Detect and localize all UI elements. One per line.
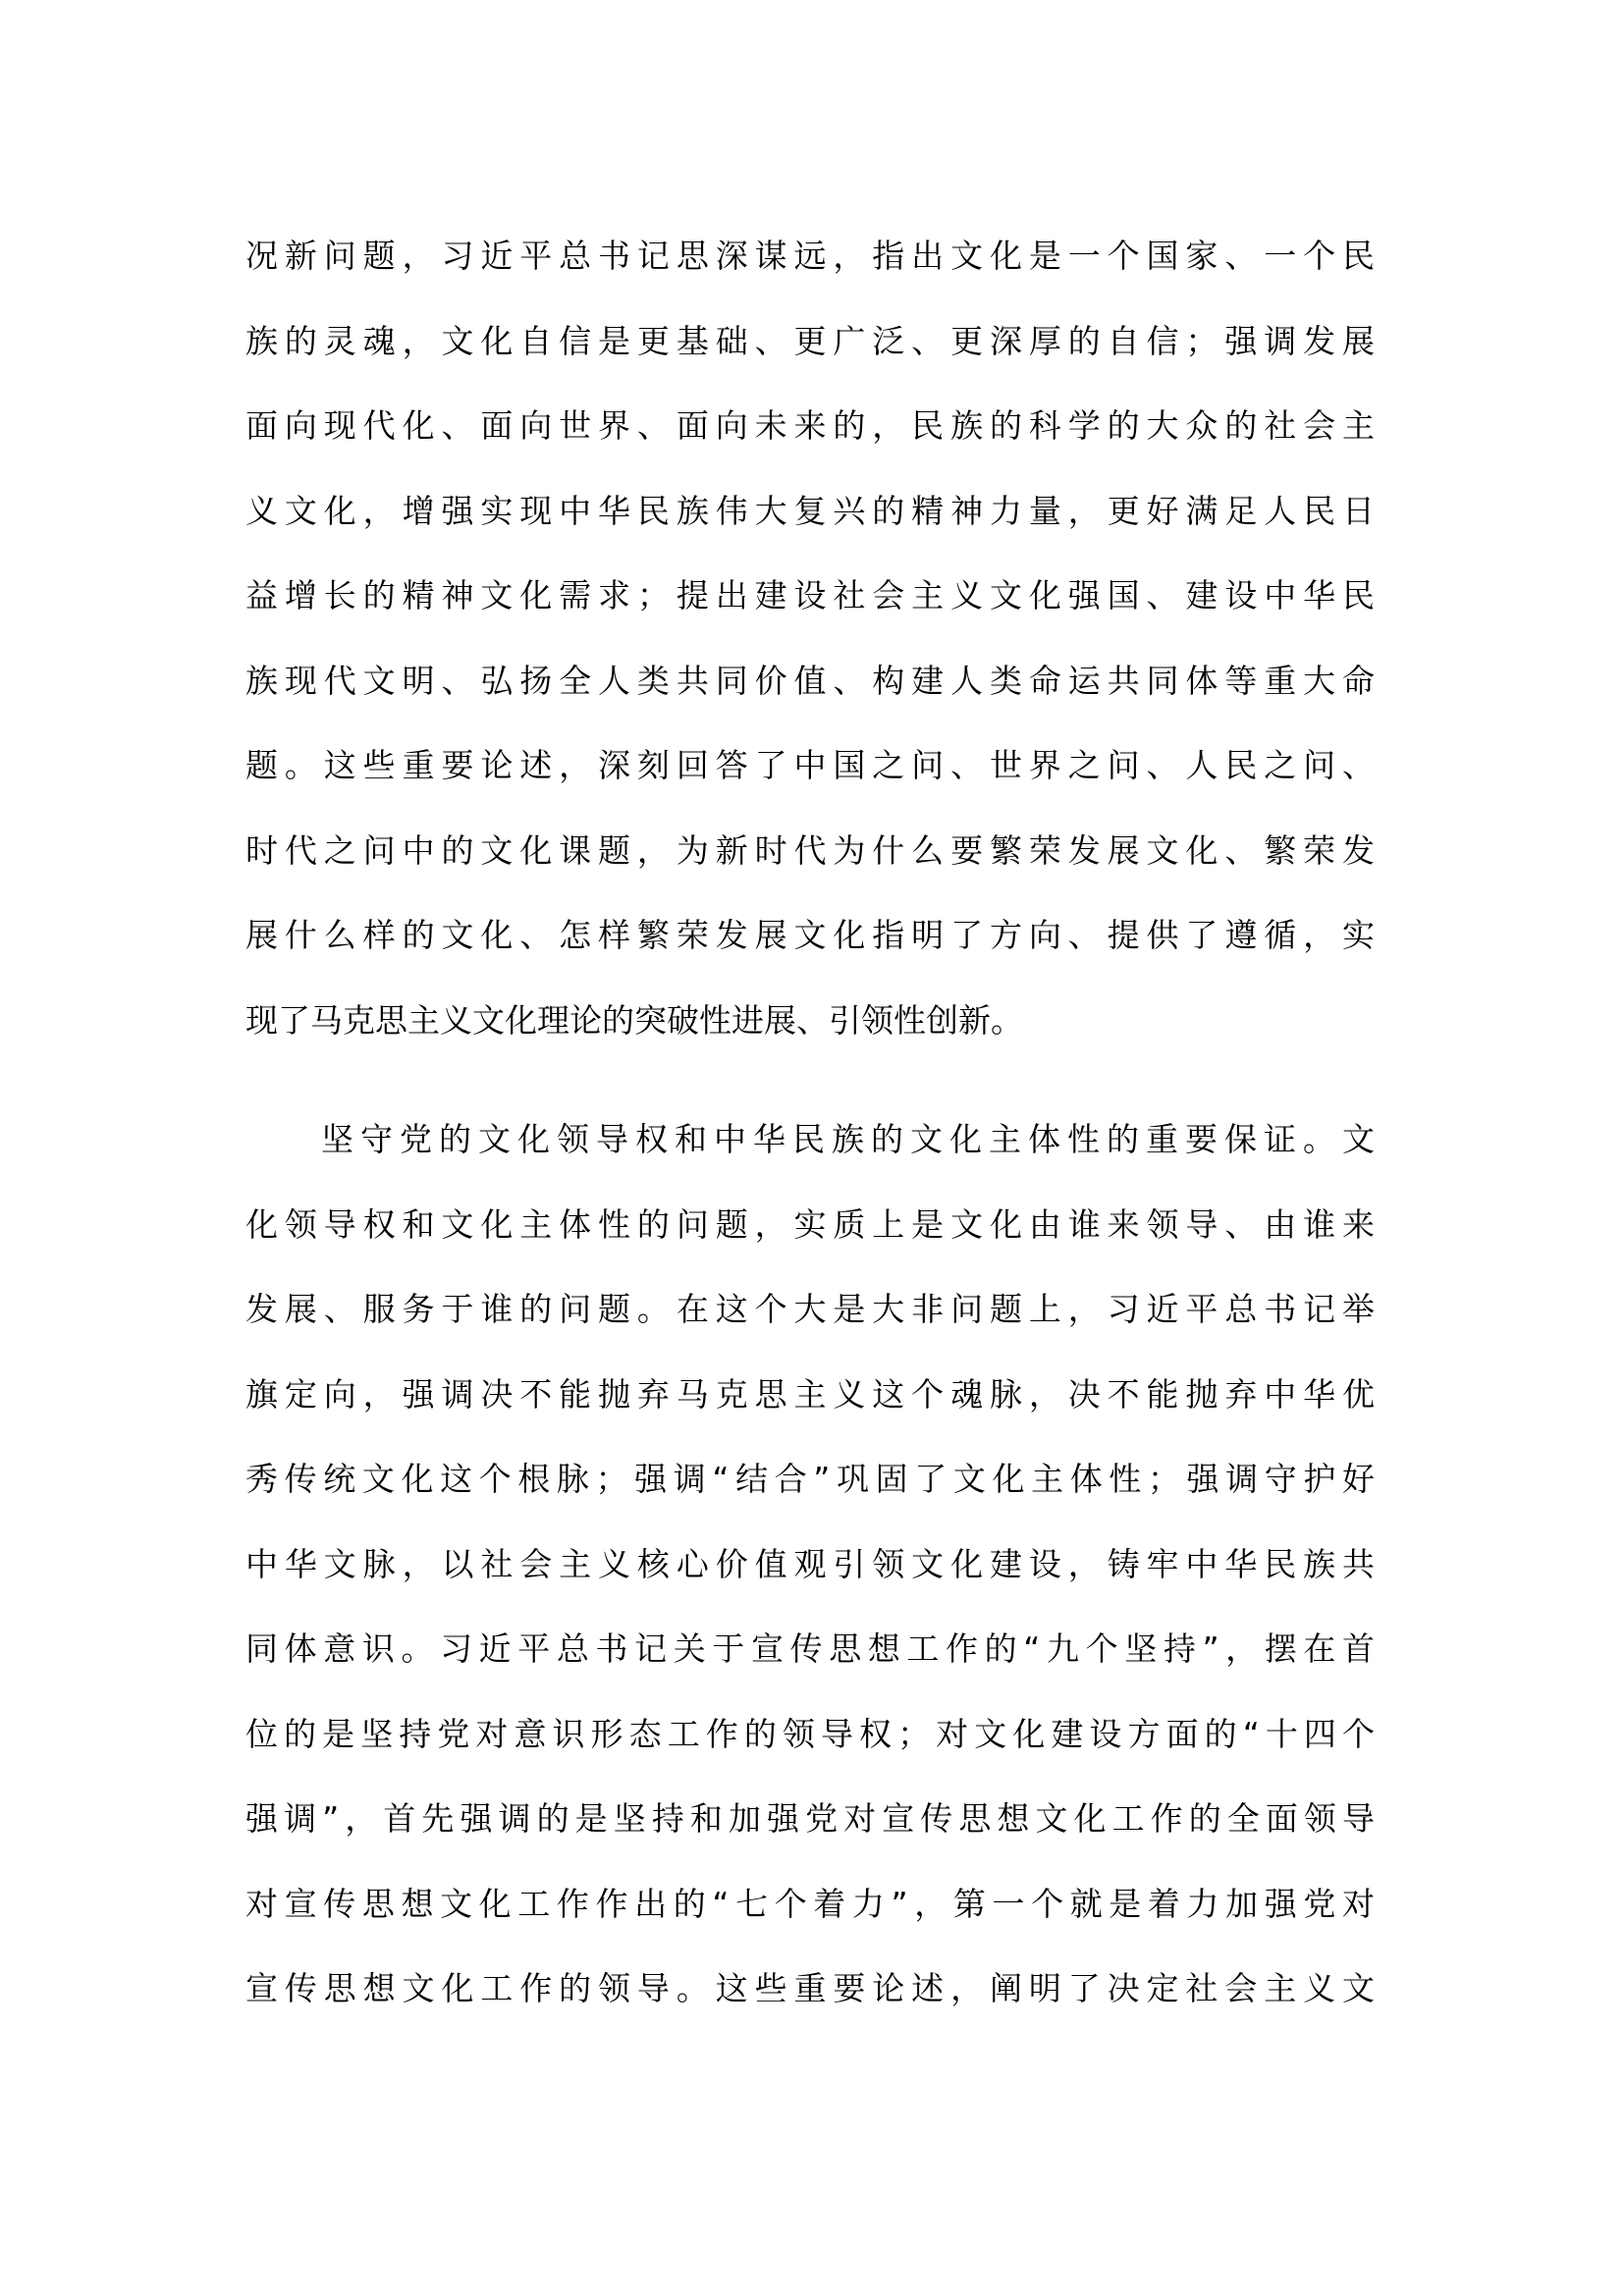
text-line: 宣传思想文化工作的领导。这些重要论述，阐明了决定社会主义文 bbox=[245, 1969, 1375, 2007]
paragraph-1 bbox=[245, 214, 1375, 1063]
text-line: 现了马克思主义文化理论的突破性进展、引领性创新。 bbox=[245, 1000, 1023, 1040]
text-line: 义文化，增强实现中华民族伟大复兴的精神力量，更好满足人民日 bbox=[245, 491, 1375, 530]
text-line: 展什么样的文化、怎样繁荣发展文化指明了方向、提供了遵循，实 bbox=[245, 916, 1375, 954]
text-line: 同体意识。习近平总书记关于宣传思想工作的“九个坚持”，摆在首 bbox=[245, 1629, 1375, 1668]
document-text-block bbox=[245, 214, 1375, 2032]
text-line: 秀传统文化这个根脉；强调“结合”巩固了文化主体性；强调守护好 bbox=[245, 1460, 1375, 1498]
text-line: 益增长的精神文化需求；提出建设社会主义文化强国、建设中华民 bbox=[245, 576, 1375, 614]
text-line: 发展、服务于谁的问题。在这个大是大非问题上，习近平总书记举 bbox=[245, 1290, 1375, 1328]
text-line: 族的灵魂，文化自信是更基础、更广泛、更深厚的自信；强调发展 bbox=[245, 321, 1375, 360]
text-line: 中华文脉，以社会主义核心价值观引领文化建设，铸牢中华民族共 bbox=[245, 1544, 1375, 1583]
text-line: 强调”，首先强调的是坚持和加强党对宣传思想文化工作的全面领导 bbox=[245, 1799, 1375, 1838]
text-line: 面向现代化、面向世界、面向未来的，民族的科学的大众的社会主 bbox=[245, 406, 1375, 445]
paragraph-2 bbox=[245, 1097, 1375, 2032]
text-line: 对宣传思想文化工作作出的“七个着力”，第一个就是着力加强党对 bbox=[245, 1884, 1375, 1923]
text-line: 况新问题，习近平总书记思深谋远，指出文化是一个国家、一个民 bbox=[245, 237, 1375, 275]
text-line: 化领导权和文化主体性的问题，实质上是文化由谁来领导、由谁来 bbox=[245, 1204, 1375, 1244]
text-line: 时代之问中的文化课题，为新时代为什么要繁荣发展文化、繁荣发 bbox=[245, 830, 1375, 870]
text-line: 族现代文明、弘扬全人类共同价值、构建人类命运共同体等重大命 bbox=[245, 661, 1375, 700]
text-line: 题。这些重要论述，深刻回答了中国之问、世界之问、人民之问、 bbox=[245, 746, 1375, 784]
text-line: 坚守党的文化领导权和中华民族的文化主体性的重要保证。文 bbox=[321, 1120, 1375, 1158]
text-line: 位的是坚持党对意识形态工作的领导权；对文化建设方面的“十四个 bbox=[245, 1714, 1375, 1753]
text-line: 旗定向，强调决不能抛弃马克思主义这个魂脉，决不能抛弃中华优 bbox=[245, 1374, 1375, 1414]
